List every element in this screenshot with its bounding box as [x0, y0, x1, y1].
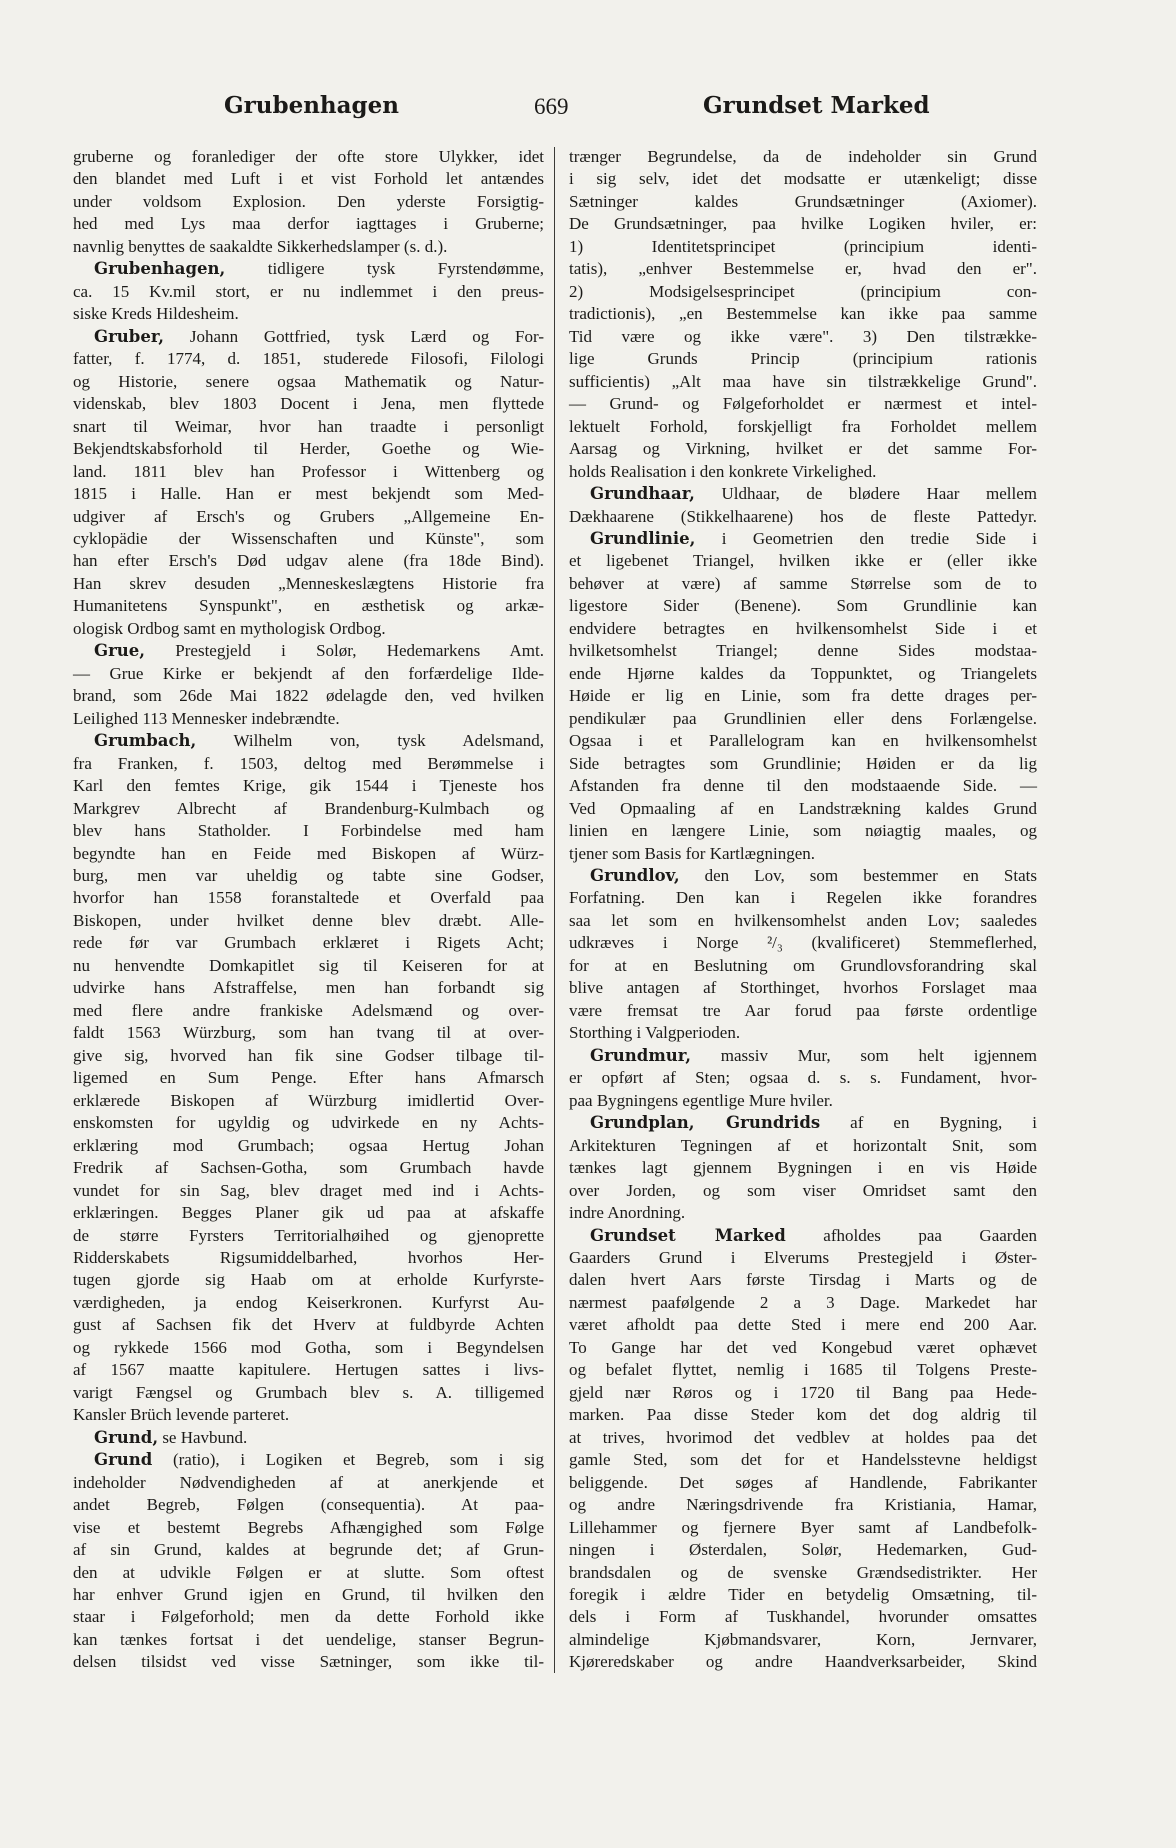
text-line: [73, 843, 544, 865]
line-text: fra Franken, f. 1503, deltog med Berømmelse i: [73, 753, 544, 773]
text-line: [569, 1472, 1037, 1494]
text-line: [73, 1225, 544, 1247]
line-text: trænger Begrundelse, da de indeholder sin Grund: [569, 147, 1037, 166]
text-line: [569, 416, 1037, 438]
line-text: været afholdt paa dette Sted i mere end 200 Aar.: [569, 1315, 1037, 1335]
entry-headword: Grundplan, Grundrids: [590, 1113, 821, 1133]
line-text: Forfatning. Den kan i Regelen ikke forandres: [569, 888, 1037, 908]
line-text: og rykkede 1566 mod Gotha, som i Begyndelsen: [73, 1337, 544, 1357]
text-line: [569, 146, 1037, 168]
entry-headword-line: [73, 730, 544, 752]
text-line: [569, 213, 1037, 235]
line-text: ca. 15 Kv.mil stort, er nu indlemmet i den preus-: [73, 281, 544, 301]
text-line: [569, 1359, 1037, 1381]
text-line: [73, 1382, 544, 1404]
entry-headword-line: [73, 1427, 544, 1449]
text-line: [73, 573, 544, 595]
line-text: tatis), „enhver Bestemmelse er, hvad den er".: [569, 259, 1037, 279]
line-text: indeholder Nødvendigheden af at anerkjende et: [73, 1472, 544, 1492]
text-line: [73, 1314, 544, 1336]
line-text: ologisk Ordbog samt en mythologisk Ordbog.: [73, 618, 386, 638]
line-text: almindelige Kjøbmandsvarer, Korn, Jernvarer,: [569, 1629, 1037, 1649]
line-text: gruberne og foranlediger der ofte store Ulykker, idet: [73, 147, 544, 166]
text-line: [73, 1292, 544, 1314]
entry-headword: Grue,: [94, 641, 146, 661]
entry-headword-line: [73, 640, 544, 662]
text-line: [569, 1269, 1037, 1291]
line-text: saa let som en hvilkensomhelst anden Lov; saaledes: [569, 910, 1037, 930]
text-line: [569, 730, 1037, 752]
entry-headword: Grumbach,: [94, 731, 197, 751]
text-line: [73, 887, 544, 909]
text-line: [73, 550, 544, 572]
line-text: videnskab, blev 1803 Docent i Jena, men flyttede: [73, 394, 544, 414]
line-text: vundet for sin Sag, blev draget med ind i Achts-: [73, 1180, 544, 1200]
text-line: [73, 865, 544, 887]
line-text: vise et bestemt Begrebs Afhængighed som Følge: [73, 1517, 544, 1537]
text-line: [569, 1449, 1037, 1471]
line-text: hed med Lys maa derfor iagttages i Gruberne;: [73, 214, 544, 234]
line-text: ligestore Sider (Benene). Som Grundlinie kan: [569, 596, 1037, 616]
text-line: [73, 1247, 544, 1269]
text-line: [569, 1382, 1037, 1404]
text-line: [73, 528, 544, 550]
text-line: [569, 348, 1037, 370]
text-line: [569, 955, 1037, 977]
line-text: ligemed en Sum Penge. Efter hans Afmarsch: [73, 1068, 544, 1088]
line-text: 2) Modsigelsesprincipet (principium con-: [569, 281, 1037, 301]
line-text: 1) Identitetsprincipet (principium identi-: [569, 236, 1037, 256]
line-text: Humanitetens Synspunkt", en æsthetisk og arkæ-: [73, 596, 544, 616]
text-line: [569, 1067, 1037, 1089]
text-line: [569, 281, 1037, 303]
text-line: [73, 1180, 544, 1202]
line-text: siske Kreds Hildesheim.: [73, 304, 239, 324]
line-text: Aarsag og Virkning, hvilket er det samme For-: [569, 439, 1037, 459]
text-line: [569, 1517, 1037, 1539]
line-text: massiv Mur, som helt igjennem: [691, 1045, 1037, 1065]
text-line: [73, 1000, 544, 1022]
text-line: [569, 1180, 1037, 1202]
text-line: [73, 371, 544, 393]
line-text: burg, men var uheldig og tabte sine Godser,: [73, 866, 544, 885]
entry-headword: Grundmur,: [590, 1045, 692, 1065]
line-text: et ligebenet Triangel, hvilken ikke er (eller ikke: [569, 551, 1037, 571]
text-line: [569, 573, 1037, 595]
line-text: Wilhelm von, tysk Adelsmand,: [196, 731, 544, 751]
entry-headword-line: [73, 326, 544, 348]
text-line: [569, 820, 1037, 842]
line-text: af en Bygning, i: [820, 1113, 1037, 1133]
text-line: [73, 820, 544, 842]
line-text: blive antagen af Storthinget, hvorhos Forslaget maa: [569, 978, 1037, 998]
line-text: Storthing i Valgperioden.: [569, 1023, 741, 1043]
text-line: [73, 1494, 544, 1516]
entry-headword: Grund: [94, 1450, 153, 1470]
text-line: [569, 1202, 1037, 1224]
line-text: de større Fyrsters Territorialhøihed og gjenoprette: [73, 1225, 544, 1245]
text-line: [569, 1337, 1037, 1359]
line-text: brandsdalen og de svenske Grændsedistrikter. Her: [569, 1562, 1037, 1582]
text-line: [73, 461, 544, 483]
line-text: De Grundsætninger, paa hvilke Logiken hviler, er:: [569, 214, 1037, 234]
text-line: [569, 977, 1037, 999]
text-line: [569, 303, 1037, 325]
line-text: foregik i ældre Tider en betydelig Omsætning, til-: [569, 1585, 1037, 1604]
entry-headword-line: [569, 1112, 1037, 1134]
text-line: [73, 1539, 544, 1561]
line-text: Markgrev Albrecht af Brandenburg-Kulmbach og: [73, 798, 544, 818]
text-line: [73, 663, 544, 685]
line-text: cyklopädie der Wissenschaften und Künste", som: [73, 528, 544, 548]
line-text: være fremsat tre Aar forud paa første ordentlige: [569, 1000, 1037, 1020]
line-text: — Grund- og Følgeforholdet er nærmest et intel-: [569, 394, 1037, 414]
text-line: [73, 1562, 544, 1584]
column-divider: [554, 147, 555, 1673]
line-text: lige Grunds Princip (principium rationis: [569, 349, 1037, 369]
line-text: nærmest paafølgende 2 a 3 Dage. Markedet har: [569, 1292, 1037, 1312]
line-text: Ved Opmaaling af en Landstrækning kaldes Grund: [569, 798, 1037, 818]
text-line: [73, 1067, 544, 1089]
text-line: [73, 775, 544, 797]
line-text: delsen tilsidst ved visse Sætninger, som ikke til-: [73, 1652, 544, 1672]
text-line: [73, 506, 544, 528]
text-line: [73, 955, 544, 977]
line-text: Arkitekturen Tegningen af et horizontalt Snit, som: [569, 1135, 1037, 1155]
line-text: fatter, f. 1774, d. 1851, studerede Filosofi, Filologi: [73, 349, 544, 369]
line-text: linien en længere Linie, som nøiagtig maales, og: [569, 821, 1037, 841]
text-line: [73, 348, 544, 370]
line-text: Ogsaa i et Parallelogram kan en hvilkensomhelst: [569, 731, 1037, 751]
text-line: [73, 753, 544, 775]
line-text: indre Anordning.: [569, 1203, 686, 1223]
text-line: [73, 1404, 544, 1426]
text-line: [73, 977, 544, 999]
text-line: [73, 1045, 544, 1067]
text-line: [73, 146, 544, 168]
text-line: [569, 1314, 1037, 1336]
line-text: navnlig benyttes de saakaldte Sikkerhedslamper (s. d.).: [73, 236, 448, 256]
text-line: [569, 775, 1037, 797]
text-line: [569, 1606, 1037, 1628]
text-line: [569, 753, 1037, 775]
text-line: [73, 213, 544, 235]
line-text: Høide er lig en Linie, som fra dette drages per-: [569, 686, 1037, 706]
line-text: og Historie, senere ogsaa Mathematik og Natur-: [73, 371, 544, 391]
line-text: tænkes lagt gjennem Bygningen i en vis Høide: [569, 1158, 1037, 1178]
line-text: gjeld nær Røros og i 1720 til Bang paa Hede-: [569, 1382, 1037, 1402]
line-text: Biskopen, under hvilket denne blev dræbt. Alle-: [73, 910, 544, 930]
text-line: [73, 932, 544, 954]
line-text: lektuelt Forhold, forskjelligt fra Forholdet mellem: [569, 416, 1037, 436]
text-line: [73, 685, 544, 707]
entry-headword: Grundhaar,: [590, 484, 695, 504]
line-text: Dækhaarene (Stikkelhaarene) hos de fleste Pattedyr.: [569, 506, 1037, 526]
line-text: af sin Grund, kaldes at begrunde det; af Grun-: [73, 1540, 544, 1560]
line-text: Leilighed 113 Mennesker indebrændte.: [73, 708, 340, 728]
left-column: [73, 146, 544, 1674]
entry-headword-line: [569, 483, 1037, 505]
line-text: har enhver Grund igjen en Grund, til hvilken den: [73, 1585, 544, 1604]
line-text: kan tænkes fortsat i det uendelige, stanser Begrun-: [73, 1629, 544, 1649]
entry-headword: Grundset Marked: [590, 1225, 786, 1245]
line-text: dalen hvert Aars første Tirsdag i Marts og de: [569, 1270, 1037, 1290]
line-text: under voldsom Explosion. Den yderste Forsigtig-: [73, 191, 544, 211]
text-line: [569, 1651, 1037, 1673]
text-line: [73, 1629, 544, 1651]
text-line: [73, 1269, 544, 1291]
entry-headword-line: [73, 258, 544, 280]
line-text: hvorfor han 1558 foranstaltede et Overfald paa: [73, 888, 544, 908]
line-text: snart til Weimar, hvor han traadte i personligt: [73, 416, 544, 436]
entry-headword: Gruber,: [94, 326, 165, 346]
line-text: begyndte han en Feide med Biskopen af Würz-: [73, 843, 544, 863]
text-line: [73, 1337, 544, 1359]
text-line: [569, 618, 1037, 640]
text-line: [73, 1472, 544, 1494]
text-line: [73, 595, 544, 617]
line-text: udvirke hans Afstraffelse, men han forbandt sig: [73, 978, 544, 998]
line-text: for at en Beslutning om Grundlovsforandring skal: [569, 955, 1037, 975]
line-text: og befalet flyttet, nemlig i 1685 til Tolgens Preste-: [569, 1360, 1037, 1380]
line-text: To Gange har det ved Kongebud været ophævet: [569, 1337, 1037, 1357]
line-text: (ratio), i Logiken et Begreb, som i sig: [152, 1450, 544, 1470]
text-line: [569, 1000, 1037, 1022]
text-line: [569, 1090, 1037, 1112]
text-line: [569, 438, 1037, 460]
text-line: [569, 887, 1037, 909]
line-text: ningen i Østerdalen, Solør, Hedemarken, Gud-: [569, 1540, 1037, 1560]
line-text: Uldhaar, de blødere Haar mellem: [694, 484, 1037, 504]
line-text: tjener som Basis for Kartlægningen.: [569, 843, 815, 863]
text-line: [73, 708, 544, 730]
line-text: — Grue Kirke er bekjendt af den forfærdelige Ilde-: [73, 663, 544, 683]
line-text: Lillehammer og fjernere Byer samt af Landbefolk-: [569, 1517, 1037, 1537]
line-text: Karl den femtes Krige, gik 1544 i Tjeneste hos: [73, 776, 544, 796]
line-text: land. 1811 blev han Professor i Wittenberg og: [73, 461, 544, 481]
line-text: Afstanden fra denne til den modstaaende Side. —: [569, 776, 1037, 796]
line-text: gust af Sachsen fik det Hverv at fuldbyrde Achten: [73, 1315, 544, 1335]
line-text: Prestegjeld i Solør, Hedemarkens Amt.: [145, 641, 544, 661]
line-text: afholdes paa Gaarden: [785, 1225, 1037, 1245]
line-text: gamle Sted, som det for et Handelsstevne heldigst: [569, 1450, 1037, 1470]
entry-headword: Grubenhagen,: [94, 259, 226, 279]
line-text: værdigheden, ja endog Keiserkronen. Kurfyrst Au-: [73, 1292, 544, 1312]
text-line: [569, 798, 1037, 820]
running-head-right: Grundset Marked: [703, 92, 930, 119]
line-text: give sig, hvorved han fik sine Godser tilbage til-: [73, 1045, 544, 1065]
line-text: og andre Næringsdrivende fra Kristiania, Hamar,: [569, 1495, 1037, 1515]
line-text: paa Bygningens egentlige Mure hviler.: [569, 1090, 833, 1110]
line-text: rede før var Grumbach erklæret i Rigets Acht;: [73, 933, 544, 953]
text-line: [73, 1135, 544, 1157]
line-text: Bekjendtskabsforhold til Herder, Goethe og Wie-: [73, 439, 544, 459]
line-text: tidligere tysk Fyrstendømme,: [225, 259, 544, 279]
text-line: [569, 1157, 1037, 1179]
line-text: hvilketsomhelst Triangel; denne Sides modstaa-: [569, 641, 1037, 661]
text-line: [73, 1584, 544, 1606]
text-line: [569, 910, 1037, 932]
text-line: [73, 191, 544, 213]
text-line: [569, 506, 1037, 528]
text-line: [569, 326, 1037, 348]
text-line: [73, 1112, 544, 1134]
text-line: [73, 618, 544, 640]
entry-headword-line: [569, 1225, 1037, 1247]
text-line: [569, 685, 1037, 707]
text-line: [73, 798, 544, 820]
text-line: [569, 258, 1037, 280]
text-line: [569, 595, 1037, 617]
text-line: [73, 910, 544, 932]
text-line: [73, 1606, 544, 1628]
text-line: [569, 393, 1037, 415]
line-text: i Geometrien den tredie Side i: [695, 528, 1037, 548]
text-line: [73, 236, 544, 258]
text-line: [569, 550, 1037, 572]
page-number: 669: [534, 94, 569, 119]
line-text: med flere andre frankiske Adelsmænd og over-: [73, 1000, 544, 1020]
line-text: i sig selv, idet det modsatte er utænkeligt; disse: [569, 169, 1037, 189]
text-line: [569, 1584, 1037, 1606]
text-line: [73, 1022, 544, 1044]
text-line: [73, 438, 544, 460]
text-line: [569, 1404, 1037, 1426]
text-line: [73, 1090, 544, 1112]
line-text: udgiver af Ersch's og Grubers „Allgemeine En-: [73, 506, 544, 526]
entry-headword: Grundlov,: [590, 866, 680, 885]
text-line: [73, 281, 544, 303]
line-text: Ridderskabets Rigsumiddelbarhed, hvorhos Her-: [73, 1247, 544, 1267]
line-text: behøver at være) af samme Størrelse som de to: [569, 573, 1037, 593]
line-text: den at udvikle Følgen er at slutte. Som oftest: [73, 1562, 544, 1582]
line-text: Sætninger kaldes Grundsætninger (Axiomer).: [569, 191, 1037, 211]
line-text: Side betragtes som Grundlinie; Høiden er da lig: [569, 753, 1037, 773]
text-line: [569, 708, 1037, 730]
text-line: [569, 461, 1037, 483]
text-line: [73, 1359, 544, 1381]
text-line: [569, 1494, 1037, 1516]
line-text: Kjøreredskaber og andre Haandverksarbeider, Skind: [569, 1652, 1037, 1672]
text-line: [569, 1539, 1037, 1561]
line-text: Fredrik af Sachsen-Gotha, som Grumbach havde: [73, 1158, 544, 1178]
text-line: [73, 416, 544, 438]
text-line: [569, 663, 1037, 685]
line-text: beliggende. Det søges af Handlende, Fabrikanter: [569, 1472, 1037, 1492]
line-text: Han skrev desuden „Menneskeslægtens Historie fra: [73, 573, 544, 593]
entry-headword-line: [569, 865, 1037, 887]
text-line: [569, 640, 1037, 662]
line-text: Tid være og ikke være". 3) Den tilstrække-: [569, 326, 1037, 346]
text-line: [569, 1562, 1037, 1584]
line-text: blev hans Statholder. I Forbindelse med ham: [73, 821, 544, 841]
entry-headword-line: [569, 528, 1037, 550]
running-head-left: Grubenhagen: [224, 92, 399, 119]
line-text: holds Realisation i den konkrete Virkelighed.: [569, 461, 877, 481]
line-text: den Lov, som bestemmer en Stats: [679, 866, 1037, 885]
text-line: [569, 843, 1037, 865]
line-text: tradictionis), „en Bestemmelse kan ikke paa samme: [569, 304, 1037, 324]
line-text: af 1567 maatte kapitulere. Hertugen sattes i livs-: [73, 1360, 544, 1380]
line-text: marken. Paa disse Steder kom det dog aldrig til: [569, 1405, 1037, 1425]
right-column: [569, 146, 1037, 1674]
text-line: [73, 168, 544, 190]
line-text: sufficientis) „Alt maa have sin tilstrækkelige Grund".: [569, 371, 1037, 391]
text-line: [73, 303, 544, 325]
text-line: [569, 371, 1037, 393]
line-text: Kansler Brüch levende parteret.: [73, 1405, 290, 1425]
line-text: varigt Fængsel og Grumbach blev s. A. tilligemed: [73, 1382, 544, 1402]
line-text: 1815 i Halle. Han er mest bekjendt som Med-: [73, 484, 544, 504]
text-line: [73, 393, 544, 415]
line-text: er opført af Sten; ogsaa d. s. s. Fundament, hvor-: [569, 1068, 1037, 1088]
text-line: [569, 1629, 1037, 1651]
line-text: endvidere betragtes en hvilkensomhelst Side i et: [569, 618, 1037, 638]
line-text: brand, som 26de Mai 1822 ødelagde den, ved hvilken: [73, 686, 544, 706]
text-line: [569, 168, 1037, 190]
entry-headword-line: [73, 1449, 544, 1471]
text-line: [569, 932, 1037, 954]
line-text: andet Begreb, Følgen (consequentia). At paa-: [73, 1495, 544, 1515]
text-line: [73, 1651, 544, 1673]
text-line: [569, 191, 1037, 213]
line-text: over Jorden, og som viser Omridset samt den: [569, 1180, 1037, 1200]
text-line: [569, 1247, 1037, 1269]
line-text: ende Hjørne kaldes da Toppunktet, og Triangelets: [569, 663, 1037, 683]
text-line: [569, 1292, 1037, 1314]
line-text: tugen gjorde sig Haab om at erholde Kurfyrste-: [73, 1270, 544, 1290]
text-line: [569, 236, 1037, 258]
line-text: Gaarders Grund i Elverums Prestegjeld i Øster-: [569, 1247, 1037, 1267]
line-text: dels i Form af Tuskhandel, hvorunder omsattes: [569, 1607, 1037, 1627]
line-text: han efter Ersch's Død udgav alene (fra 18de Bind).: [73, 551, 544, 571]
text-line: [73, 483, 544, 505]
entry-headword: Grundlinie,: [590, 528, 696, 548]
text-line: [73, 1517, 544, 1539]
line-text: erklærede Biskopen af Würzburg imidlertid Over-: [73, 1090, 544, 1110]
line-text: udkræves i Norge ²/₃ (kvalificeret) Stemmeflerhed,: [569, 933, 1037, 953]
text-line: [73, 1202, 544, 1224]
line-text: faldt 1563 Würzburg, som han tvang til at over-: [73, 1023, 544, 1043]
line-text: at trives, hvorimod det vedblev at holdes paa det: [569, 1427, 1037, 1447]
entry-headword: Grund,: [94, 1427, 159, 1447]
line-text: erklæring mod Grumbach; ogsaa Hertug Johan: [73, 1135, 544, 1155]
line-text: pendikulær paa Grundlinien eller dens Forlængelse.: [569, 708, 1037, 728]
text-line: [569, 1022, 1037, 1044]
text-line: [569, 1135, 1037, 1157]
line-text: erklæringen. Begges Planer gik ud paa at afskaffe: [73, 1203, 544, 1223]
text-line: [73, 1157, 544, 1179]
line-text: staar i Følgeforhold; men da dette Forhold ikke: [73, 1607, 544, 1627]
line-text: se Havbund.: [158, 1427, 248, 1447]
line-text: nu henvendte Domkapitlet sig til Keiseren for at: [73, 955, 544, 975]
line-text: enskomsten for ugyldig og udvirkede en ny Achts-: [73, 1113, 544, 1133]
text-line: [569, 1427, 1037, 1449]
line-text: den blandet med Luft i et vist Forhold let antændes: [73, 169, 544, 189]
line-text: Johann Gottfried, tysk Lærd og For-: [164, 326, 544, 346]
entry-headword-line: [569, 1045, 1037, 1067]
